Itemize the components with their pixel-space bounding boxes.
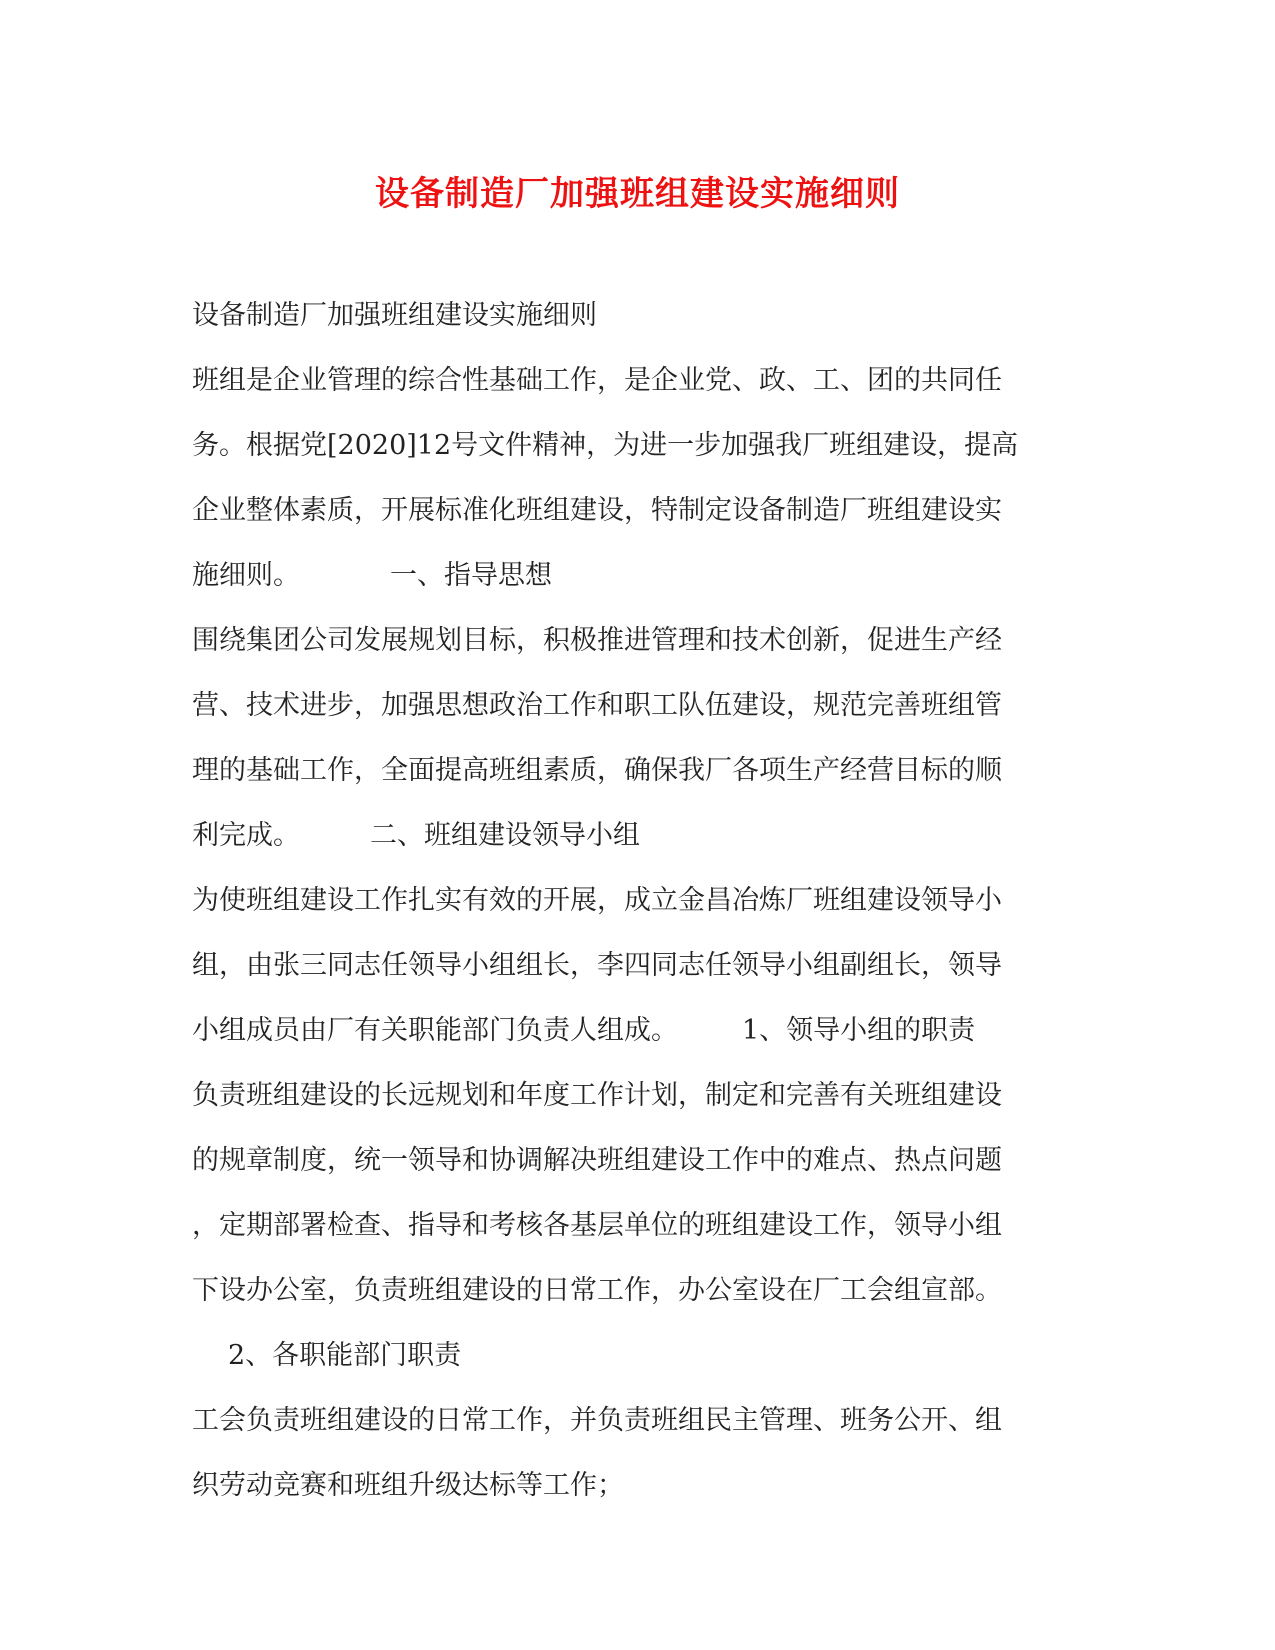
body-line-with-heading	[192, 803, 1072, 868]
body-line: 理的基础工作，全面提高班组素质，确保我厂各项生产经营目标的顺	[192, 755, 1002, 786]
body-line: ，定期部署检查、指导和考核各基层单位的班组建设工作，领导小组	[192, 1210, 1002, 1241]
document-title: 设备制造厂加强班组建设实施细则	[375, 174, 900, 214]
body-line-text: 施细则。	[192, 560, 300, 591]
body-line-with-heading	[192, 543, 1072, 608]
body-line: 负责班组建设的长远规划和年度工作计划，制定和完善有关班组建设	[192, 1080, 1002, 1111]
body-line: 企业整体素质，开展标准化班组建设，特制定设备制造厂班组建设实	[192, 495, 1002, 526]
body-line: 下设办公室，负责班组建设的日常工作，办公室设在厂工会组宣部。	[192, 1275, 1002, 1306]
body-line: 组，由张三同志任领导小组组长，李四同志任领导小组副组长，领导	[192, 950, 1002, 981]
body-line: 织劳动竞赛和班组升级达标等工作；	[192, 1470, 624, 1501]
body-line: 围绕集团公司发展规划目标，积极推进管理和技术创新，促进生产经	[192, 625, 1002, 656]
document-body	[192, 283, 1072, 1518]
body-line: 班组是企业管理的综合性基础工作，是企业党、政、工、团的共同任	[192, 365, 1002, 396]
body-line-with-heading	[192, 998, 1072, 1063]
body-line: 的规章制度，统一领导和协调解决班组建设工作中的难点、热点问题	[192, 1145, 1002, 1176]
body-line: 营、技术进步，加强思想政治工作和职工队伍建设，规范完善班组管	[192, 690, 1002, 721]
body-line: 设备制造厂加强班组建设实施细则	[192, 300, 597, 331]
body-line: 为使班组建设工作扎实有效的开展，成立金昌冶炼厂班组建设领导小	[192, 885, 1002, 916]
body-line-text: 小组成员由厂有关职能部门负责人组成。	[192, 1015, 678, 1046]
section-heading: 2、各职能部门职责	[228, 1340, 462, 1371]
section-heading: 二、班组建设领导小组	[370, 820, 640, 851]
section-heading: 1、领导小组的职责	[742, 1015, 976, 1046]
body-line: 工会负责班组建设的日常工作，并负责班组民主管理、班务公开、组	[192, 1405, 1002, 1436]
body-line: 务。根据党[2020]12号文件精神，为进一步加强我厂班组建设，提高	[192, 430, 1019, 461]
body-line-text: 利完成。	[192, 820, 300, 851]
section-heading: 一、指导思想	[390, 560, 552, 591]
